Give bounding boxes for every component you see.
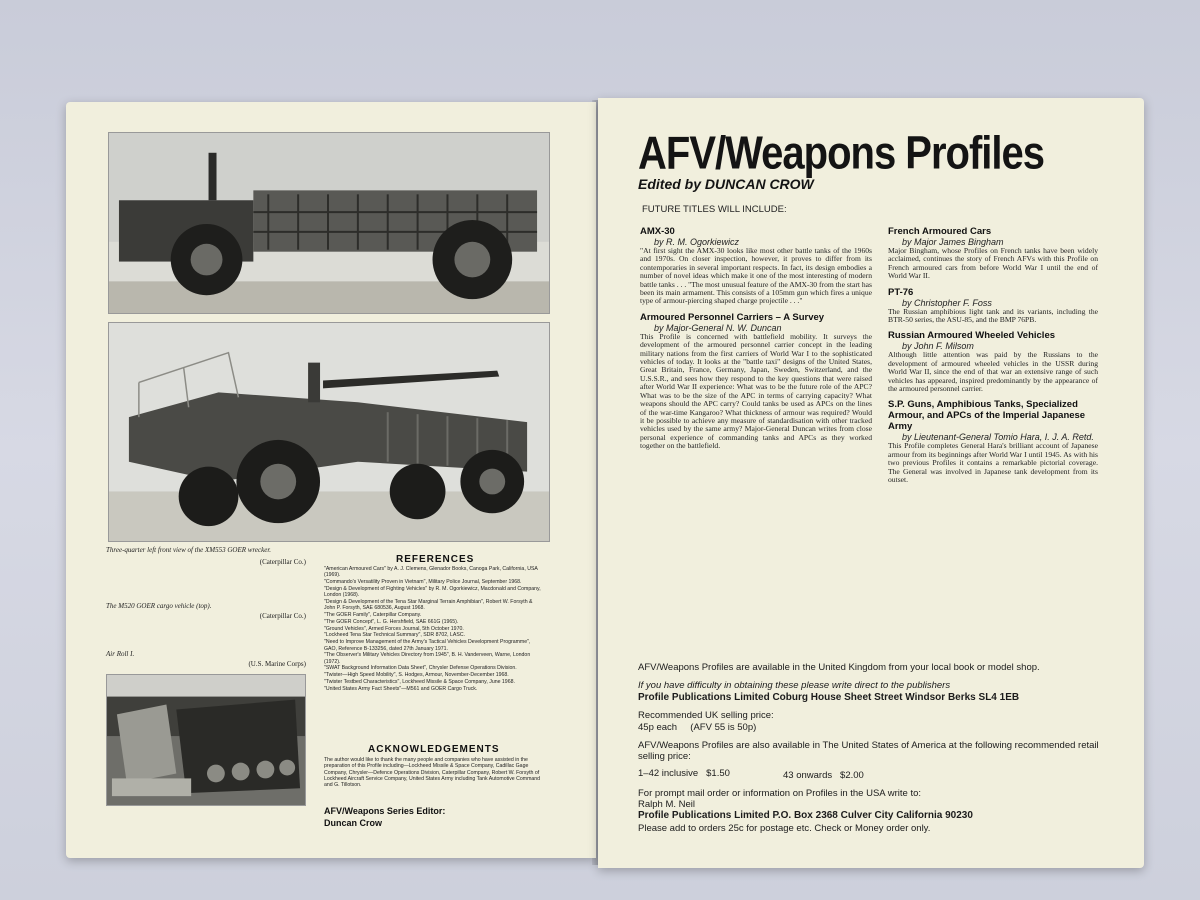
entry-title: AMX-30 — [640, 226, 675, 237]
entry-title: French Armoured Cars — [888, 226, 992, 237]
entry-title: S.P. Guns, Amphibious Tanks, Specialized Armour, and APCs of the Imperial Japanese Army — [888, 399, 1086, 433]
credit-photo3: (U.S. Marine Corps) — [248, 660, 306, 668]
uk-difficulty: If you have difficulty in obtaining these please write direct to the publishers — [638, 680, 951, 691]
entry-body: Although little attention was paid by the Russians to the development of armoured wheeled vehicles in the USSR during World War II, since the end of that war an extensive range of such vehicles has appeared, inspired predominantly by the appearance of the armoured personnel carrier. — [888, 350, 1098, 394]
entry-title: PT-76 — [888, 286, 914, 298]
photo-air-roll — [106, 674, 306, 806]
acknowledgements-heading: ACKNOWLEDGEMENTS — [368, 744, 500, 755]
entry-pt76 — [888, 287, 1098, 325]
usa-availability: AFV/Weapons Profiles are also available in The United States of America at the following recommended retail selling price: — [638, 740, 1099, 762]
reference-item: "Twister—High Speed Mobility", S. Hodges, Armour, November-December 1968. — [324, 672, 509, 679]
reference-item: "Need to Improve Management of the Army's Tactical Vehicles Development Programme", GAO, Reference B-133256, dated 27th January 1971. — [324, 639, 531, 652]
caption-photo1: Three-quarter left front view of the XM553 GOER wrecker. — [106, 546, 272, 554]
reference-item: "Twister Testbed Characteristics", Lockheed Missile & Space Company, June 1968. — [324, 679, 515, 686]
usa-price-range-1: 1–42 inclusive $1.50 — [638, 768, 730, 779]
credit-photo1: (Caterpillar Co.) — [259, 558, 306, 566]
reference-item: "The Observer's Military Vehicles Directory from 1945", B. H. Vanderveen, Warne, London (1972). — [324, 652, 531, 665]
entry-body: This Profile is concerned with battlefield mobility. It surveys the development of the armoured personnel carrier concept in the leading military nations from the first carriers of World War I to the sophisticated vehicles of today. It looks at the "battle taxi" designs of the United States, Great Britain, France, Germany, Japan, Sweden, Switzerland, and the U.S.S.R., and sees how they respond to the key questions that were raised after World War II experience: What was to be the future role of the APC? What was to be the size of the APC in terms of carrying capacity? What weapons should the APC carry? Could tanks be used as APCs on the lines of the war-time Kangaroo? What thickness of armour was required? Would it be possible to achieve any measure of standardisation with other tracked vehicles used by the same army? Major-General Duncan writes from close personal experience of commanding tanks and APCs as they worked together on the battlefield. — [640, 331, 872, 451]
series-editor-name: Duncan Crow — [324, 818, 383, 828]
usa-contact-name: Ralph M. Neil — [638, 799, 696, 810]
entry-body: This Profile completes General Hara's brilliant account of Japanese armour from its beginnings after World War I until 1945. As with his two previous Profiles it contains a remarkable pictorial coverage. The General was involved in Japanese tank development from its outset. — [888, 441, 1098, 485]
photo-goer-wrecker — [108, 132, 550, 314]
entry-author: by R. M. Ogorkiewicz — [654, 237, 740, 247]
entry-title: Russian Armoured Wheeled Vehicles — [888, 330, 1056, 342]
entry-author: by Christopher F. Foss — [902, 297, 992, 308]
page-subtitle: Edited by DUNCAN CROW — [638, 176, 814, 192]
reference-item: "The GOER Family", Caterpillar Company. — [324, 612, 422, 619]
reference-item: "Design & Development of the Tena Star Marginal Terrain Amphibian", Robert W. Forsyth & John P. Forsyth, SAE 680536, August 1968. — [324, 598, 533, 612]
usa-publisher-address: Profile Publications Limited P.O. Box 2368 Culver City California 90230 — [638, 810, 973, 821]
entry-author: by Major-General N. W. Duncan — [654, 322, 782, 333]
entry-author: by Lieutenant-General Tomio Hara, I. J. A. Retd. — [902, 432, 1094, 443]
reference-item: "United States Army Fact Sheets"—M561 and GOER Cargo Truck. — [324, 685, 478, 692]
series-editor-label: AFV/Weapons Series Editor: — [324, 806, 446, 816]
uk-publisher-address: Profile Publications Limited Coburg House Sheet Street Windsor Berks SL4 1EB — [638, 692, 1020, 703]
acknowledgements-text: The author would like to thank the many people and companies who have assisted in the preparation of this Profile including—Lockheed Missile & Space Company, Cadillac Gage Company, Chrysler—Defence Operations Division, Caterpillar Company, Robert W. Forsyth of Lockheed Aircraft Service Company, United States Army including Tank Automotive Command and G. Tillotson. — [324, 757, 541, 789]
left-page — [66, 102, 596, 858]
entries-column-left — [640, 220, 872, 451]
reference-item: "Design & Development of Fighting Vehicles" by R. M. Ogorkiewicz, Macdonald and Company, London (1968). — [324, 585, 541, 599]
uk-price: 45p each (AFV 55 is 50p) — [638, 722, 757, 733]
reference-item: "American Armoured Cars" by A. J. Clemens, Glenador Books, Canoga Park, California, USA (1969). — [324, 566, 538, 579]
entry-apc-survey — [640, 312, 872, 451]
entry-russian-wheeled — [888, 330, 1098, 393]
entry-japanese-army — [888, 399, 1098, 484]
entry-author: by Major James Bingham — [902, 237, 1004, 247]
entry-body: The Russian amphibious light tank and its variants, including the BTR-50 series, the ASU-85, and the BMP 76PB. — [888, 306, 1098, 325]
entry-amx30 — [640, 226, 872, 306]
entry-body: Major Bingham, whose Profiles on French tanks have been widely acclaimed, continues the story of French AFVs with this Profile on French armoured cars from before World War I until the end of World War II. — [888, 246, 1098, 281]
usa-price-range-2: 43 onwards $2.00 — [783, 770, 864, 781]
caption-photo3: Air Roll I. — [106, 650, 135, 658]
page-title: AFV/Weapons Profiles — [638, 128, 1045, 179]
usa-order-info: For prompt mail order or information on Profiles in the USA write to: — [638, 788, 922, 799]
credit-photo2: (Caterpillar Co.) — [259, 612, 306, 620]
reference-item: "Lockheed Tena Star Technical Summary", SDR 8702, LASC. — [324, 632, 466, 639]
entries-column-right — [888, 220, 1098, 485]
reference-item: "SWAT Background Information Data Sheet", Chrysler Defense Operations Division. — [324, 665, 517, 672]
uk-availability: AFV/Weapons Profiles are available in the United Kingdom from your local book or model shop. — [638, 662, 1040, 673]
reference-item: "The GOER Concept", L. G. Hershfield, SAE 661G (1965). — [324, 618, 459, 625]
uk-price-label: Recommended UK selling price: — [638, 710, 774, 721]
reference-item: "Ground Vehicles", Armed Forces Journal, 5th October 1970. — [324, 625, 464, 632]
photo-goer-cargo — [108, 322, 550, 542]
usa-postage-note: Please add to orders 25c for postage etc. Check or Money order only. — [638, 823, 931, 834]
entry-french-armoured-cars — [888, 226, 1098, 281]
reference-item: "Commando's Versatility Proven in Vietnam", Military Police Journal, September 1968. — [324, 579, 522, 586]
entry-author: by John F. Milsom — [902, 341, 974, 352]
entry-title: Armoured Personnel Carriers – A Survey — [640, 311, 825, 323]
caption-photo2: The M520 GOER cargo vehicle (top). — [106, 602, 212, 610]
references-list — [324, 566, 544, 693]
future-titles-heading: FUTURE TITLES WILL INCLUDE: — [642, 204, 787, 215]
references-heading: REFERENCES — [396, 554, 475, 565]
right-page — [598, 98, 1144, 868]
entry-body: "At first sight the AMX-30 looks like most other battle tanks of the 1960s and 1970s. On closer inspection, however, it proves to differ from its contemporaries in several important respects. In fact, its design embodies a number of novel ideas which make it one of the most interesting of modern battle tanks . . . "The most unusual feature of the AMX-30 from the start has been its main armament. This consists of a 105mm gun which fires a unique type of armour-piercing shaped charge projectile . . ." — [640, 246, 872, 306]
